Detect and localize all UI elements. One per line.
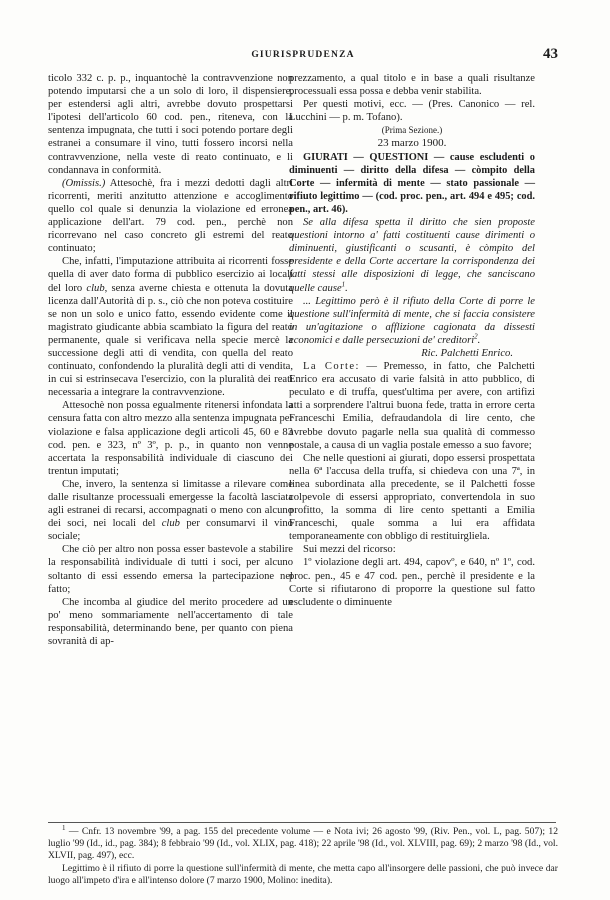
paragraph-text: , senza averne chiesta e ottenuta la dovuta licenza dall'Autorità di p. s., ciò che non poteva costituire se non un solo e unico fatto, essendo evidente come il magistrato giudicante abbia scambiato la figura del reato permanente, quale si verificava nella specie mercè la successione degli atti di vendita, con quella del reato continuato, confondendo la pluralità degli atti di vendita, in cui si estrinsecava l'esercizio, con la pluralità dei reati necessaria a integrare la contravvenzione. <box>48 282 293 399</box>
club-word: club <box>161 518 180 530</box>
maxim-text: Se alla difesa spetta il diritto che sien proposte questioni intorno a' fatti costituenti cause dirimenti o diminuenti, giustificanti o scusanti, è còmpito del presidente e della Corte accertare la corrispondenza dei fatti stessi alle disposizioni di legge, che sanciscano quelle cause <box>289 217 535 294</box>
right-column <box>289 72 535 609</box>
footnote-mark: 1 <box>62 823 66 832</box>
section-label: (Prima Sezione.) <box>381 125 443 136</box>
footnotes <box>48 823 558 887</box>
left-column <box>48 72 293 648</box>
paragraph: Che incomba al giudice del merito procedere ad un po' meno sommariamente nell'accertamento di tale responsabilità, determinando bene, per quanto con piena sovranità di ap- <box>48 596 293 648</box>
maxim: ... Legittimo però è il rifiuto della Corte di porre le questione sull'infermità di mente, che si faccia consistere in un'agitazione o afflizione cagionata da dissesti economici e dalle persecuzioni de' creditori$^2$. <box>289 295 535 346</box>
paragraph: prezzamento, a qual titolo e in base a quali risultanze processuali essa possa e debba venir stabilita. <box>289 73 535 98</box>
paragraph: 1º violazione degli art. 494, capovº, e 640, nº 1º, cod. proc. pen., 45 e 47 cod. pen., perchè il presidente e la Corte si rifiutarono di proporre la questione sul fatto escludente o diminuente <box>289 557 535 608</box>
appellant: Ric. Palchetti Enrico. <box>421 347 513 359</box>
paragraph-text: — Premesso, in fatto, che Palchetti Enrico era accusato di varie falsità in atto pubblico, di peculato e di truffa, quest'ultima per avere, con artifizi atti a sorprendere l'altrui buona fede, tratta in errore certa Franceschi Emilia, defraudandola di lire cento, che avrebbe dovuto pagarle nella sua qualità di commesso postale, a causa di un vaglia postale emesso a suo favore; <box>289 361 535 451</box>
footnote: Legittimo è il rifiuto di porre la questione sull'infermità di mente, che metta capo all'insorgere delle passioni, che può invece dar luogo all'impeto d'ira e all'intenso dolore (7 marzo 1900, Molino: inedita). <box>48 862 558 886</box>
court-label: La Corte: <box>303 361 360 373</box>
paragraph-text: Che, infatti, l'imputazione attribuita ai ricorrenti fosse quella di aver dato forma di pubblico esercizio ai locali del loro <box>48 256 293 294</box>
paragraph-text: Attesochè, fra i mezzi dedotti dagli altri ricorrenti, meriti anzitutto attenzione e accoglimento quello col quale si denunzia la violazione ed erronea applicazione dell'art. 79 cod. pen., perchè non ricorrevano nel caso concreto gli estremi del reato continuato; <box>48 177 293 255</box>
paragraph <box>289 360 535 452</box>
paragraph <box>48 177 293 256</box>
paragraph: Attesochè non possa egualmente ritenersi infondata la censura fatta con altro mezzo alla sentenza impugnata per violazione e falsa applicazione degli articoli 45, 60 e 83 cod. pen. e 323, nº 3º, p. p., in quanto non venne accertata la responsabilità individuale di ciascuno dei trentun imputati; <box>48 400 293 477</box>
verdict: Per questi motivi, ecc. — (Pres. Canonico — rel. Lucchini — p. m. Tofano). <box>289 99 535 124</box>
paragraph: ticolo 332 c. p. p., inquantochè la contravvenzione non potendo imputarsi che a un solo di loro, il dispensiere, per estendersi agli altri, avrebbe dovuto prospettarsi l'ipotesi dell'articolo 60 cod. pen., riteneva, con la sentenza impugnata, che tutti i soci potendo portare degli estranei a consumare il vino, tutti fossero incorsi nella contravvenzione, nella veste di reato continuato, e li condannava in conformità. <box>48 73 293 176</box>
paragraph: Sui mezzi del ricorso: <box>303 544 396 556</box>
case-heading: GIURATI — QUESTIONI — cause escludenti o diminuenti — diritto della difesa — còmpito della Corte — infermità di mente — stato passionale — rifiuto legittimo — (cod. proc. pen., art. 494 e 495; cod. pen., art. 46). <box>289 151 535 215</box>
paragraph: Che ciò per altro non possa esser bastevole a stabilire la responsabilità individuale di tutti i soci, per alcuno soltanto di essi essendo emersa la partecipazione nel fatto; <box>48 544 293 595</box>
omissis-note: (Omissis.) <box>62 177 106 189</box>
page-header <box>48 46 558 70</box>
footnote-text: — Cnfr. 13 novembre '99, a pag. 155 del precedente volume — e Nota ivi; 26 agosto '99, (Riv. Pen., vol. L, pag. 507); 12 luglio '99 (Id., id., pag. 384); 8 febbraio '99 (Id., vol. XLIX, pag. 418); 22 aprile '98 (Id., vol. XLVIII, pag. 69); 2 marzo '98 (Id., vol. XLVII, pag. 497), ecc. <box>48 826 558 862</box>
paragraph-text: per consumarvi il vino sociale; <box>48 518 293 543</box>
maxim-text: ... Legittimo però è il rifiuto della Corte di porre le questione sull'infermità di mente, che si faccia consistere in un'agitazione o afflizione cagionata da dissesti economici e dalle persecuzioni de' creditori <box>289 295 535 346</box>
club-word: club <box>86 282 105 294</box>
maxim: Se alla difesa spetta il diritto che sien proposte questioni intorno a' fatti costituenti cause dirimenti o diminuenti, giustificanti o scusanti, è còmpito del presidente e della Corte accertare la corrispondenza dei fatti stessi alle disposizioni di legge, che sanciscano quelle cause$^1$. <box>289 217 535 294</box>
paragraph: Che nelle questioni ai giurati, dopo essersi prospettata nella 6ª l'accusa della truffa, si chiedeva con una 7ª, in linea subordinata alla precedente, se il Palchetti fosse colpevole di essersi appropriato, convertendola in suo profitto, la somma di lire cento spettanti a Emilia Franceschi, quale somma a lui era affidata temporaneamente con obbligo di restituirgliela. <box>289 452 535 543</box>
decision-date: 23 marzo 1900. <box>377 137 447 150</box>
footnote <box>48 823 558 863</box>
running-title: GIURISPRUDENZA <box>251 50 355 60</box>
page-number: 43 <box>543 46 558 62</box>
paragraph <box>48 255 293 399</box>
paragraph-text: Che, invero, la sentenza si limitasse a rilevare come dalle risultanze processuali emergesse la facoltà lasciata agli estranei di recarsi, accompagnati o meno con alcuno dei soci, nei locali del <box>48 478 293 530</box>
footnote-divider <box>48 822 556 823</box>
footnote-ref: 2 <box>474 332 478 341</box>
footnote-ref: 1 <box>341 279 346 288</box>
paragraph <box>48 478 293 543</box>
